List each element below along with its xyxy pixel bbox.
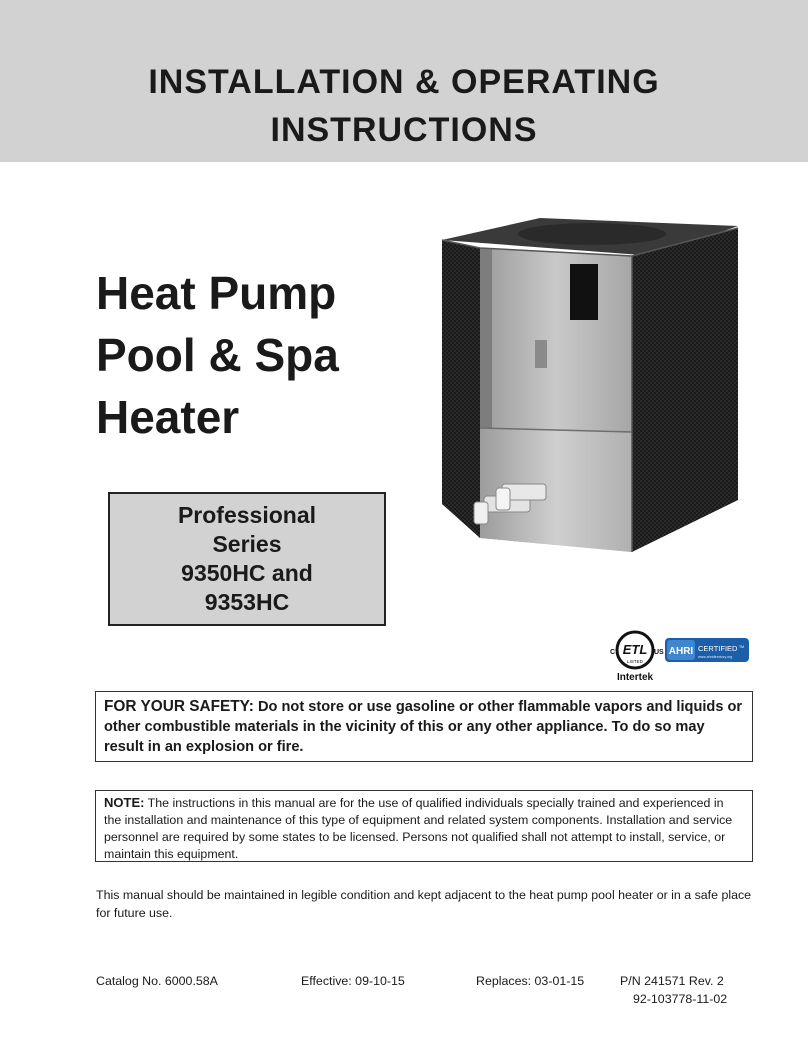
catalog-number: Catalog No. 6000.58A xyxy=(96,974,218,988)
etl-c-text: C xyxy=(610,649,616,656)
note-text: The instructions in this manual are for the use of qualified individuals specially trained and experienced in the installation and maintenance of this type of equipment and related system components. Installation and service personnel are required by some states to be licensed. Persons not qualified shall not attempt to install, service, or maintain this equipment. xyxy=(104,796,733,861)
ahri-certified-text: CERTIFIED xyxy=(698,644,738,653)
safety-warning-box xyxy=(95,691,753,762)
ahri-url-text: www.ahridirectory.org xyxy=(698,655,733,659)
series-line-2: Series xyxy=(212,531,282,557)
series-text xyxy=(178,501,316,617)
note-label: NOTE: xyxy=(104,795,145,810)
etl-listed-text: LISTED xyxy=(627,659,643,664)
effective-date: Effective: 09-10-15 xyxy=(301,974,405,988)
product-title-line-3: Heater xyxy=(96,391,240,443)
replaces-date: Replaces: 03-01-15 xyxy=(476,974,585,988)
document-title xyxy=(0,58,808,154)
product-title-line-2: Pool & Spa xyxy=(96,329,339,381)
maintenance-notice: This manual should be maintained in legible condition and kept adjacent to the heat pump pool heater or in a safe place for future use. xyxy=(96,888,752,920)
product-title xyxy=(96,262,339,448)
intertek-text: Intertek xyxy=(616,672,654,683)
note-box xyxy=(95,790,753,862)
ahri-certified-logo xyxy=(665,638,749,662)
etl-listed-logo xyxy=(605,625,665,683)
heat-pump-photo xyxy=(432,218,748,558)
ahri-tm-text: TM xyxy=(739,645,745,649)
series-line-4: 9353HC xyxy=(204,589,290,615)
safety-label: FOR YOUR SAFETY: xyxy=(104,698,254,715)
product-title-line-1: Heat Pump xyxy=(96,267,337,319)
series-box xyxy=(108,492,386,626)
safety-text: Do not store or use gasoline or other flammable vapors and liquids or other combustible materials in the vicinity of this or any other appliance. To do so may result in an explosion or fire. xyxy=(104,699,743,755)
document-number: 92-103778-11-02 xyxy=(633,992,728,1006)
document-title-line-1: INSTALLATION & OPERATING xyxy=(148,63,660,101)
series-line-3: 9350HC and xyxy=(181,560,313,586)
etl-us-text: US xyxy=(654,649,664,656)
part-number: P/N 241571 Rev. 2 xyxy=(620,974,724,988)
series-line-1: Professional xyxy=(177,502,317,528)
document-title-line-2: INSTRUCTIONS xyxy=(270,111,538,149)
etl-mark-text: ETL xyxy=(622,642,648,657)
ahri-mark-text: AHRI xyxy=(668,646,694,657)
